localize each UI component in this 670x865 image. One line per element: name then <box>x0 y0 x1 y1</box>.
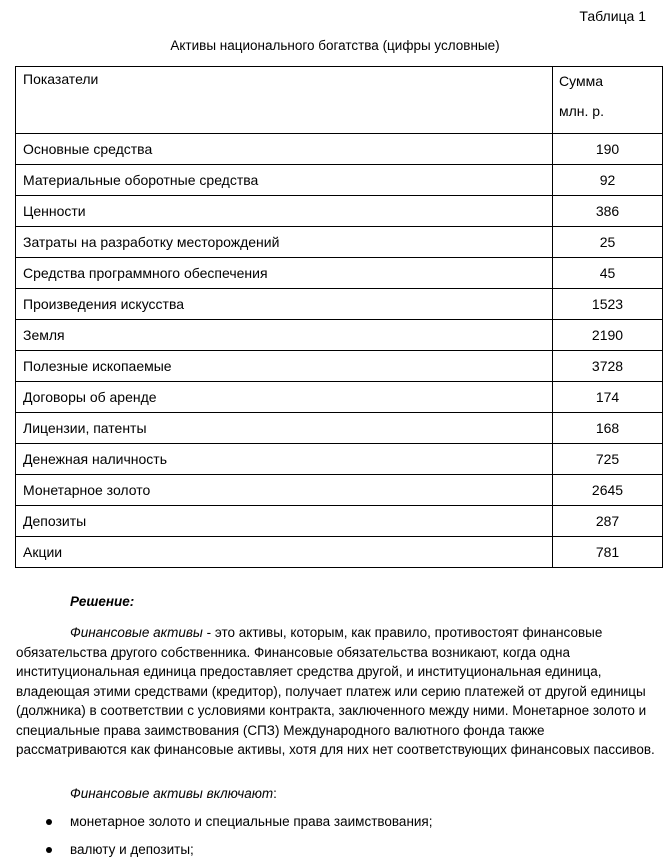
includes-colon: : <box>273 786 277 801</box>
row-name: Полезные ископаемые <box>16 351 553 382</box>
row-name: Акции <box>16 537 553 568</box>
row-value: 3728 <box>553 351 663 382</box>
row-name: Депозиты <box>16 506 553 537</box>
table-row <box>16 227 663 258</box>
table-row <box>16 289 663 320</box>
table-row <box>16 444 663 475</box>
row-value: 386 <box>553 196 663 227</box>
includes-italic: Финансовые активы включают <box>70 786 274 801</box>
header-sum <box>553 67 663 134</box>
header-sum-line2: млн. р. <box>559 103 604 119</box>
table-row <box>16 475 663 506</box>
bullet-icon <box>46 847 52 853</box>
header-sum-line1: Сумма <box>559 73 603 89</box>
row-name: Произведения искусства <box>16 289 553 320</box>
row-value: 168 <box>553 413 663 444</box>
includes-line <box>70 786 277 801</box>
paragraph-text: - это активы, которым, как правило, противостоят финансовые обязательства другого собственника. Финансовые обязательства возникают, когда одна институциональная единица предоставляет средства другой, и институциональная единица, владеющая этими средствами (кредитор), получает платеж или серию платежей от другой единицы (должника) в соответствии с условиями контракта, заключенного между ними. Монетарное золото и специальные права заимствования (СПЗ) Международного валютного фонда также рассматриваются как финансовые активы, хотя для них нет соответствующих финансовых пассивов. <box>16 625 655 757</box>
row-value: 781 <box>553 537 663 568</box>
row-value: 174 <box>553 382 663 413</box>
row-value: 92 <box>553 165 663 196</box>
row-value: 2645 <box>553 475 663 506</box>
row-name: Земля <box>16 320 553 351</box>
table-row <box>16 413 663 444</box>
row-value: 725 <box>553 444 663 475</box>
table-row <box>16 382 663 413</box>
table-row <box>16 258 663 289</box>
financial-assets-paragraph <box>16 623 656 760</box>
row-name: Договоры об аренде <box>16 382 553 413</box>
table-row <box>16 351 663 382</box>
row-value: 287 <box>553 506 663 537</box>
row-value: 190 <box>553 134 663 165</box>
row-name: Монетарное золото <box>16 475 553 506</box>
table-row <box>16 165 663 196</box>
bullet-list <box>0 808 670 864</box>
row-value: 1523 <box>553 289 663 320</box>
row-value: 2190 <box>553 320 663 351</box>
list-item <box>0 808 670 836</box>
row-name: Затраты на разработку месторождений <box>16 227 553 258</box>
table-row <box>16 537 663 568</box>
solution-heading: Решение: <box>70 594 135 609</box>
row-name: Лицензии, патенты <box>16 413 553 444</box>
row-name: Денежная наличность <box>16 444 553 475</box>
paragraph-lead: Финансовые активы <box>70 625 203 640</box>
assets-table <box>15 66 663 568</box>
table-row <box>16 506 663 537</box>
header-indicator: Показатели <box>16 67 553 134</box>
row-value: 45 <box>553 258 663 289</box>
row-name: Основные средства <box>16 134 553 165</box>
row-name: Материальные оборотные средства <box>16 165 553 196</box>
list-item <box>0 836 670 864</box>
table-row <box>16 134 663 165</box>
row-name: Средства программного обеспечения <box>16 258 553 289</box>
bullet-icon <box>46 819 52 825</box>
table-title: Активы национального богатства (цифры условные) <box>170 38 500 53</box>
table-row <box>16 196 663 227</box>
row-name: Ценности <box>16 196 553 227</box>
table-number: Таблица 1 <box>579 8 646 24</box>
row-value: 25 <box>553 227 663 258</box>
table-header-row <box>16 67 663 134</box>
bullet-text: монетарное золото и специальные права заимствования; <box>70 814 433 829</box>
table-row <box>16 320 663 351</box>
bullet-text: валюту и депозиты; <box>70 842 194 857</box>
